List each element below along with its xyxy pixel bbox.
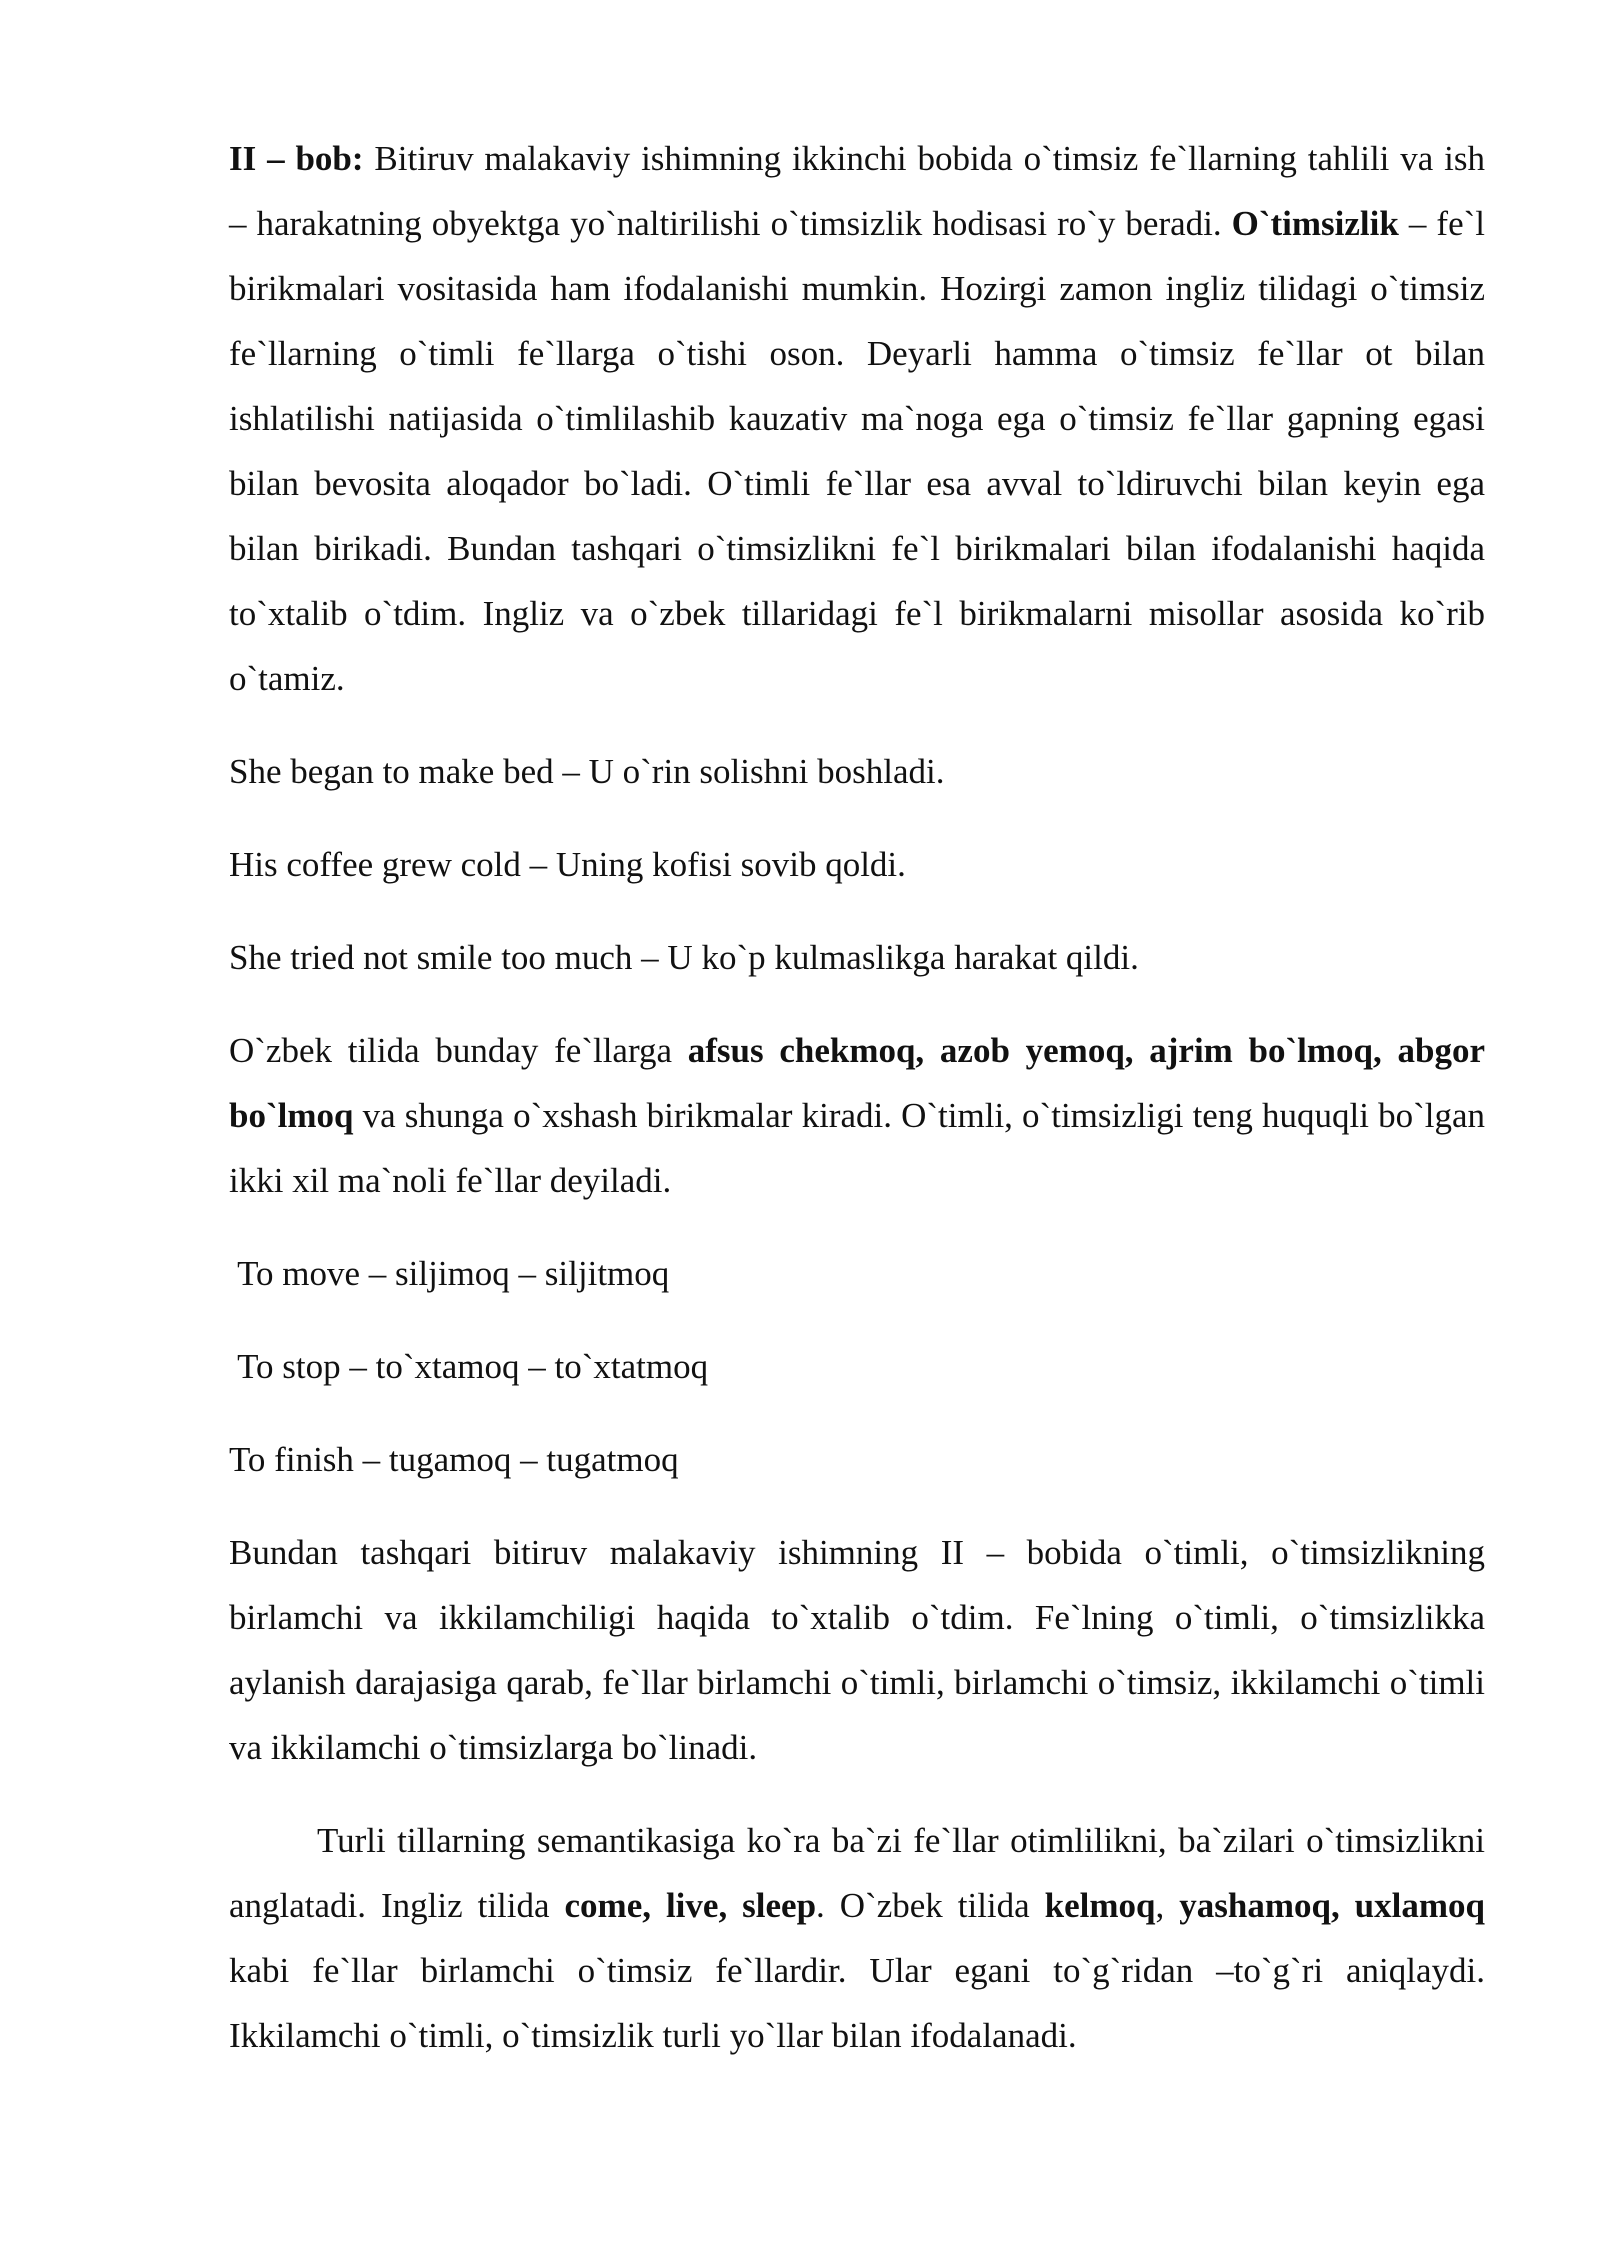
verb-example: To move – siljimoq – siljitmoq: [229, 1254, 670, 1293]
bold-term: yashamoq, uxlamoq: [1179, 1886, 1485, 1925]
text-run: Bitiruv malakaviy ishimning ikkinchi bobida o`timsiz fe`llarning tahlili va ish – harakatning obyektga yo`naltirilishi o`timsizlik hodisasi ro`y beradi.: [229, 139, 1485, 243]
bold-chapter-heading: II – bob:: [229, 139, 364, 178]
verb-example: To stop – to`xtamoq – to`xtatmoq: [229, 1347, 709, 1386]
bold-term: afsus chekmoq, azob yemoq, ajrim bo`lmoq, abgor bo`lmoq: [229, 1031, 1485, 1135]
paragraph-semantics: [229, 1808, 1485, 2068]
text-run: kabi fe`llar birlamchi o`timsiz fe`llardir. Ular egani to`g`ridan –to`g`ri aniqlaydi. Ikkilamchi o`timli, o`timsizlik turli yo`llar bilan ifodalanadi.: [229, 1951, 1485, 2055]
verb-example: To finish – tugamoq – tugatmoq: [229, 1440, 679, 1479]
text-run: ,: [1155, 1886, 1180, 1925]
bold-term: kelmoq: [1044, 1886, 1156, 1925]
example-sentence: She began to make bed – U o`rin solishni boshladi.: [229, 752, 945, 791]
bold-term: come, live, sleep: [564, 1886, 817, 1925]
paragraph-primary-secondary: Bundan tashqari bitiruv malakaviy ishimning II – bobida o`timli, o`timsizlikning birlamchi va ikkilamchiligi haqida to`xtalib o`tdim. Fe`lning o`timli, o`timsizlikka aylanish darajasiga qarab, fe`llar birlamchi o`timli, birlamchi o`timsiz, ikkilamchi o`timli va ikkilamchi o`timsizlarga bo`linadi.: [229, 1533, 1485, 1767]
text-run: Turli tillarning semantikasiga ko`ra ba`zi fe`llar otimlilikni, ba`zilari o`timsizlikni anglatadi. Ingliz tilida: [229, 1821, 1485, 1925]
paragraph-chapter-summary: [229, 126, 1485, 711]
text-run: – fe`l birikmalari vositasida ham ifodalanishi mumkin. Hozirgi zamon ingliz tilidagi o`timsiz fe`llarning o`timli fe`llarga o`tishi oson. Deyarli hamma o`timsiz fe`llar ot bilan ishlatilishi natijasida o`timlilashib kauzativ ma`noga ega o`timsiz fe`llar gapning egasi bilan bevosita aloqador bo`ladi. O`timli fe`llar esa avval to`ldiruvchi bilan keyin ega bilan birikadi. Bundan tashqari o`timsizlikni fe`l birikmalari bilan ifodalanishi haqida to`xtalib o`tdim. Ingliz va o`zbek tillaridagi fe`l birikmalarni misollar asosida ko`rib o`tamiz.: [229, 204, 1485, 698]
paragraph-uzbek-verbs: [229, 1018, 1485, 1213]
example-sentence: His coffee grew cold – Uning kofisi sovib qoldi.: [229, 845, 906, 884]
bold-term: O`timsizlik: [1231, 204, 1399, 243]
text-run: va shunga o`xshash birikmalar kiradi. O`timli, o`timsizligi teng huquqli bo`lgan ikki xil ma`noli fe`llar deyiladi.: [229, 1096, 1485, 1200]
text-run: . O`zbek tilida: [816, 1886, 1045, 1925]
text-run: O`zbek tilida bunday fe`llarga: [229, 1031, 688, 1070]
example-sentence: She tried not smile too much – U ko`p kulmaslikga harakat qildi.: [229, 938, 1139, 977]
document-page: [229, 126, 1485, 2068]
